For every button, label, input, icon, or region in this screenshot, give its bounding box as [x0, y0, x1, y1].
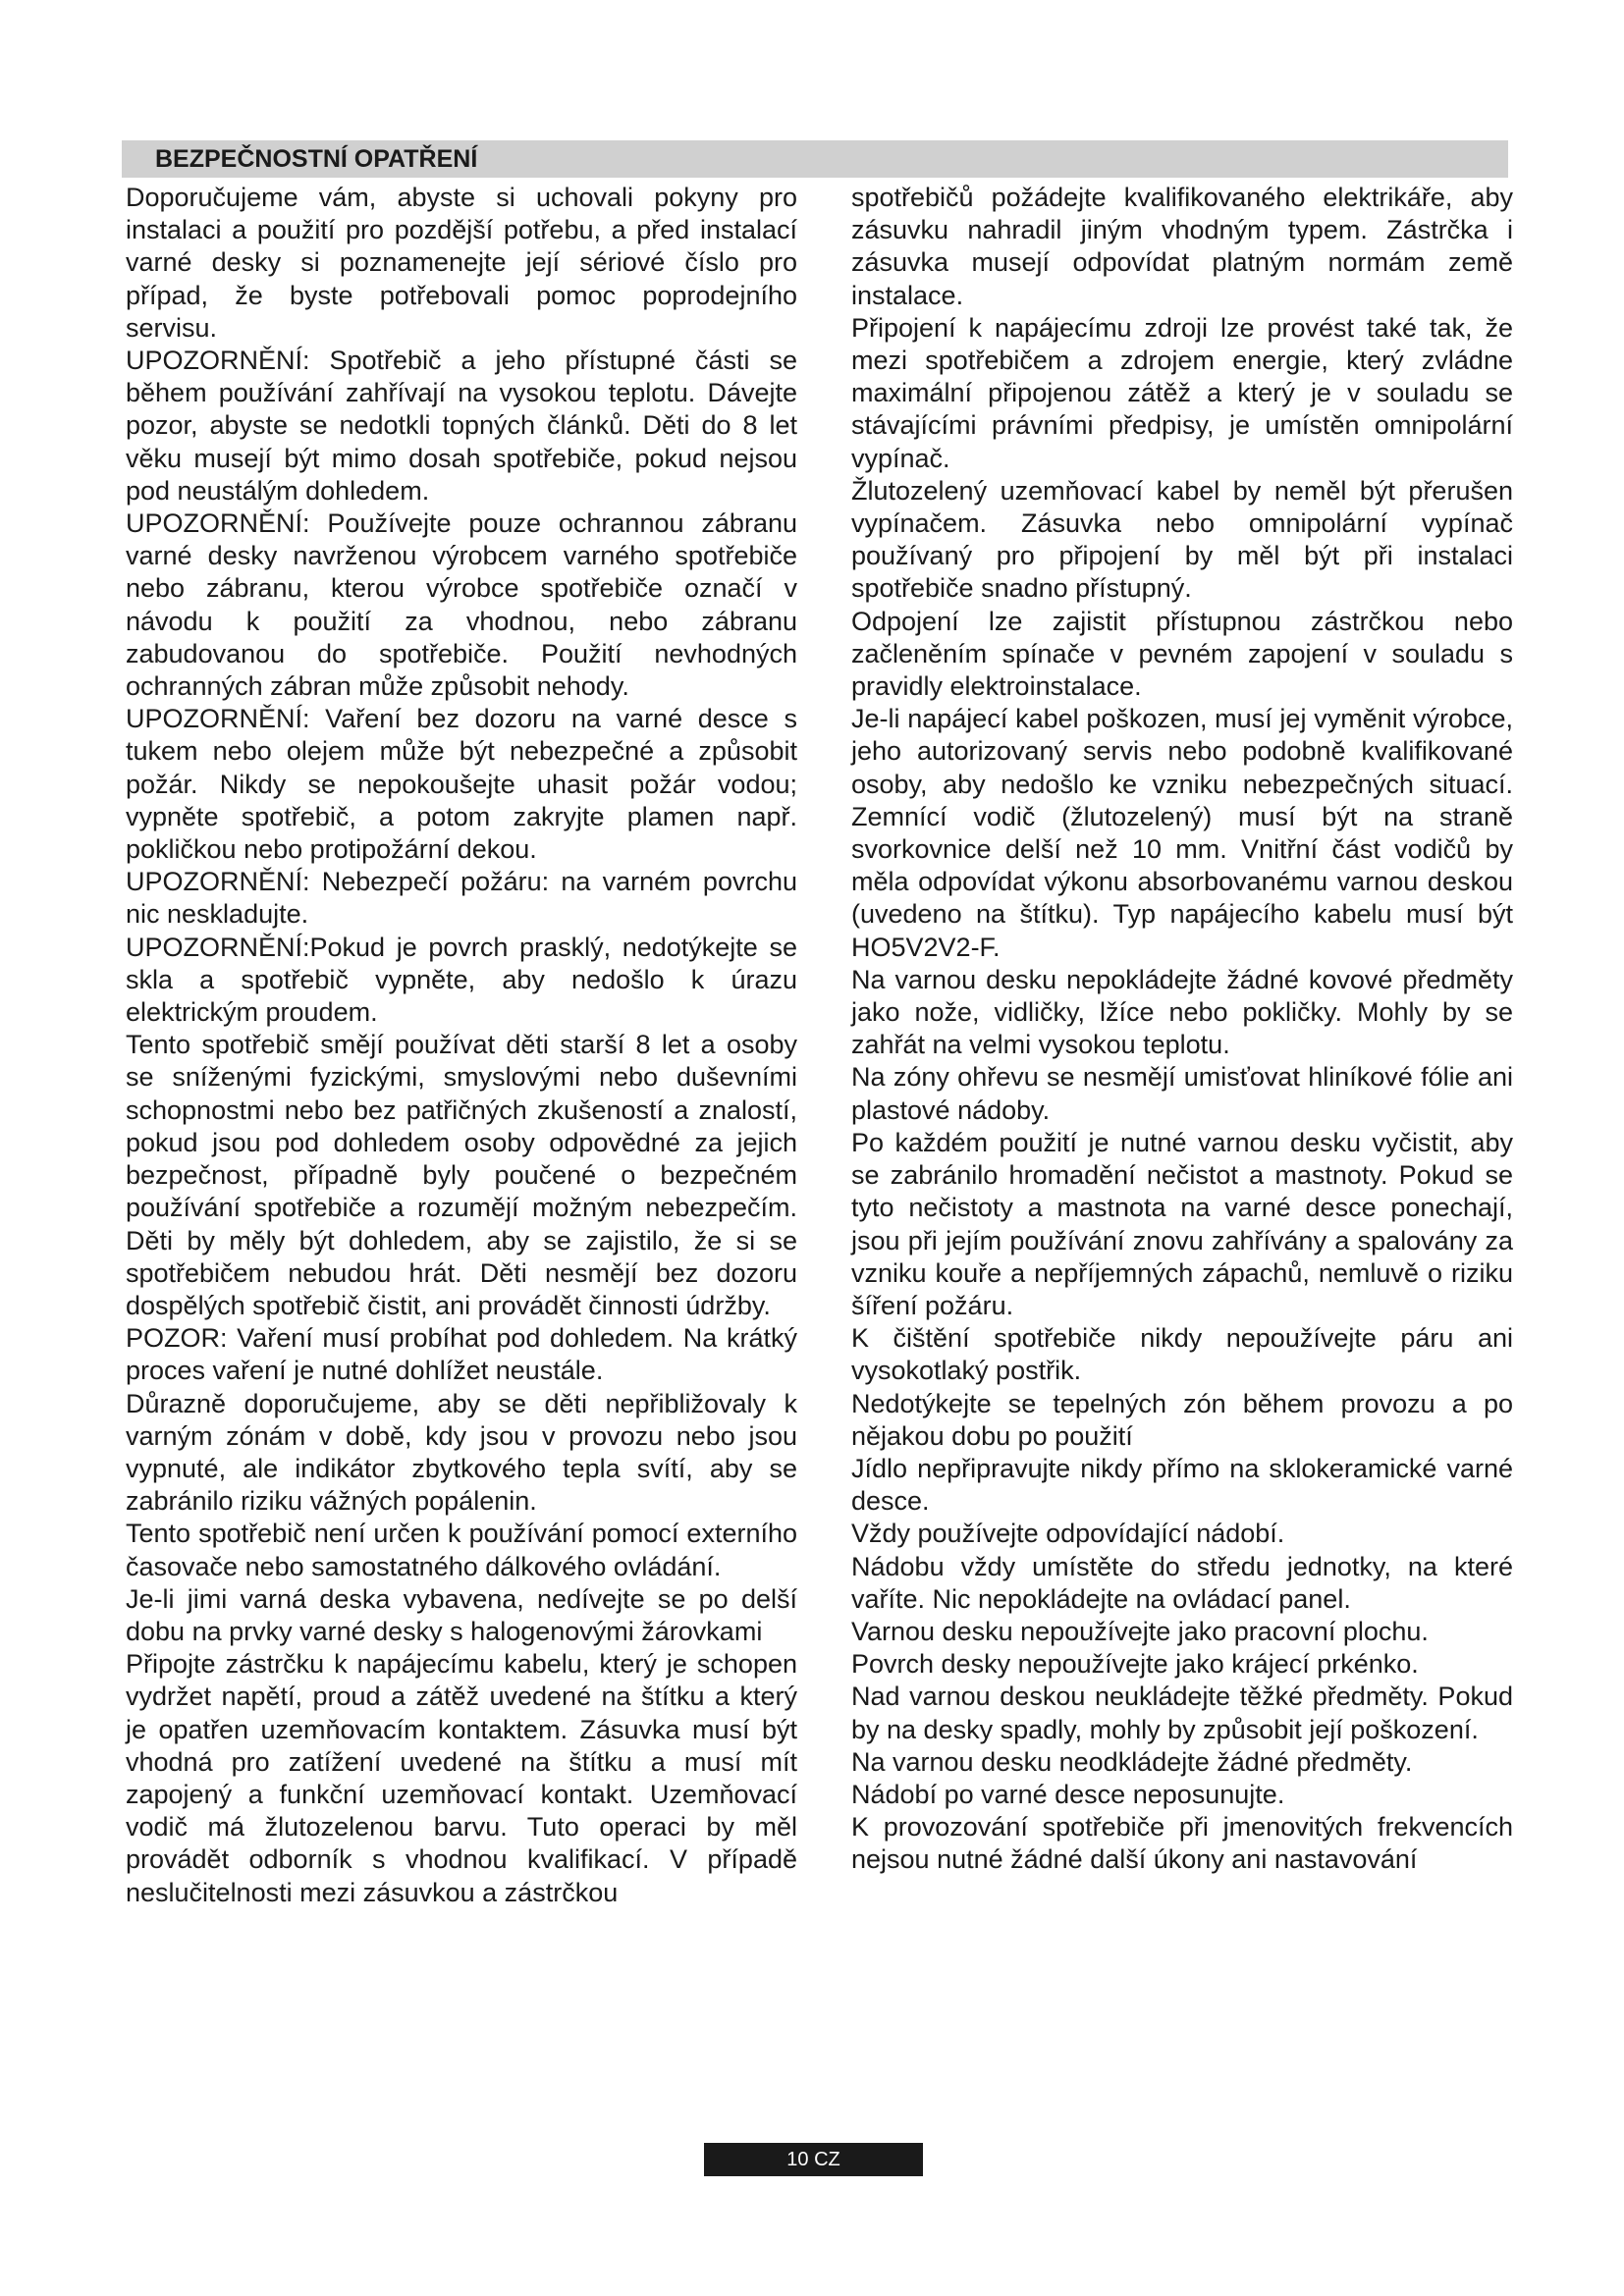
paragraph: Tento spotřebič není určen k používání pomocí externího časovače nebo samostatného dálkového ovládání.	[126, 1519, 797, 1581]
paragraph: UPOZORNĚNÍ:Pokud je povrch prasklý, nedotýkejte se skla a spotřebič vypněte, aby nedošlo k úrazu elektrickým proudem.	[126, 932, 797, 1028]
paragraph: UPOZORNĚNÍ: Spotřebič a jeho přístupné části se během používání zahřívají na vysokou teplotu. Dávejte pozor, abyste se nedotkli topných článků. Děti do 8 let věku musejí být mimo dosah spotřebiče, pokud nejsou pod neustálým dohledem.	[126, 346, 797, 506]
section-title: BEZPEČNOSTNÍ OPATŘENÍ	[155, 145, 478, 173]
paragraph: Na varnou desku neodkládejte žádné předměty.	[851, 1746, 1413, 1777]
paragraph: UPOZORNĚNÍ: Používejte pouze ochrannou zábranu varné desky navrženou výrobcem varného spotřebiče nebo zábranu, kterou výrobce spotřebiče označí v návodu k použití za vhodnou, nebo zábranu zabudovanou do spotřebiče. Použití nevhodných ochranných zábran může způsobit nehody.	[126, 508, 797, 702]
page-number: 10 CZ	[786, 2149, 840, 2170]
paragraph: Na varnou desku nepokládejte žádné kovové předměty jako nože, vidličky, lžíce nebo pokličky. Mohly by se zahřát na velmi vysokou teplotu.	[851, 964, 1513, 1060]
paragraph: Povrch desky nepoužívejte jako krájecí prkénko.	[851, 1649, 1419, 1680]
paragraph: spotřebičů požádejte kvalifikovaného elektrikáře, aby zásuvku nahradil jiným vhodným typem. Zástrčka i zásuvka musejí odpovídat platným normám země instalace.	[851, 183, 1513, 310]
right-text-column	[851, 182, 1513, 1877]
paragraph: Je-li jimi varná deska vybavena, nedívejte se po delší dobu na prvky varné desky s halogenovými žárovkami	[126, 1583, 797, 1646]
paragraph: Připojte zástrčku k napájecímu kabelu, který je schopen vydržet napětí, proud a zátěž uvedené na štítku a který je opatřen uzemňovacím kontaktem. Zásuvka musí být vhodná pro zatížení uvedené na štítku a musí mít zapojený a funkční uzemňovací kontakt. Uzemňovací vodič má žlutozelenou barvu. Tuto operaci by měl provádět odborník s vhodnou kvalifikací. V případě neslučitelnosti mezi zásuvkou a zástrčkou	[126, 1649, 797, 1907]
page-number-bar	[704, 2143, 923, 2176]
paragraph: Připojení k napájecímu zdroji lze provést také tak, že mezi spotřebičem a zdrojem energie, který zvládne maximální připojenou zátěž a který je v souladu se stávajícími právními předpisy, je umístěn omnipolární vypínač.	[851, 312, 1513, 473]
paragraph: Důrazně doporučujeme, aby se děti nepřibližovaly k varným zónám v době, kdy jsou v provozu nebo jsou vypnuté, ale indikátor zbytkového tepla svítí, aby se zabránilo riziku vážných popálenin.	[126, 1388, 797, 1517]
paragraph: Žlutozelený uzemňovací kabel by neměl být přerušen vypínačem. Zásuvka nebo omnipolární vypínač používaný pro připojení by měl být při instalaci spotřebiče snadno přístupný.	[851, 475, 1513, 604]
paragraph: K provozování spotřebiče při jmenovitých frekvencích nejsou nutné žádné další úkony ani nastavování	[851, 1812, 1513, 1875]
section-header-bar	[122, 140, 1508, 178]
paragraph: Po každém použití je nutné varnou desku vyčistit, aby se zabránilo hromadění nečistot a mastnoty. Pokud se tyto nečistoty a mastnota na varné desce ponechají, jsou při jejím používání znovu zahřívány a spalovány za vzniku kouře a nepříjemných zápachů, nemluvě o riziku šíření požáru.	[851, 1127, 1513, 1320]
paragraph: Varnou desku nepoužívejte jako pracovní plochu.	[851, 1616, 1429, 1646]
paragraph: Doporučujeme vám, abyste si uchovali pokyny pro instalaci a použití pro pozdější potřebu, a před instalací varné desky si poznamenejte její sériové číslo pro případ, že byste potřebovali pomoc poprodejního servisu.	[126, 183, 797, 343]
left-text-column	[126, 182, 797, 1909]
paragraph: Nedotýkejte se tepelných zón během provozu a po nějakou dobu po použití	[851, 1388, 1513, 1451]
paragraph: Odpojení lze zajistit přístupnou zástrčkou nebo začleněním spínače v pevném zapojení v souladu s pravidly elektroinstalace.	[851, 606, 1513, 702]
paragraph: UPOZORNĚNÍ: Nebezpečí požáru: na varném povrchu nic neskladujte.	[126, 867, 797, 930]
paragraph: UPOZORNĚNÍ: Vaření bez dozoru na varné desce s tukem nebo olejem může být nebezpečné a způsobit požár. Nikdy se nepokoušejte uhasit požár vodou; vypněte spotřebič, a potom zakryjte plamen např. pokličkou nebo protipožární dekou.	[126, 704, 797, 865]
paragraph: Na zóny ohřevu se nesmějí umisťovat hliníkové fólie ani plastové nádoby.	[851, 1062, 1513, 1125]
paragraph: Je-li napájecí kabel poškozen, musí jej vyměnit výrobce, jeho autorizovaný servis nebo podobně kvalifikované osoby, aby nedošlo ke vzniku nebezpečných situací. Zemnící vodič (žlutozelený) musí být na straně svorkovnice delší než 10 mm. Vnitřní část vodičů by měla odpovídat výkonu absorbovanému varnou deskou (uvedeno na štítku). Typ napájecího kabelu musí být HO5V2V2-F.	[851, 704, 1513, 962]
paragraph: Nad varnou deskou neukládejte těžké předměty. Pokud by na desky spadly, mohly by způsobit její poškození.	[851, 1682, 1513, 1744]
paragraph: Nádobu vždy umístěte do středu jednotky, na které vaříte. Nic nepokládejte na ovládací panel.	[851, 1551, 1513, 1614]
paragraph: POZOR: Vaření musí probíhat pod dohledem. Na krátký proces vaření je nutné dohlížet neustále.	[126, 1323, 797, 1386]
paragraph: Vždy používejte odpovídající nádobí.	[851, 1519, 1285, 1549]
paragraph: Nádobí po varné desce neposunujte.	[851, 1779, 1285, 1809]
paragraph: Tento spotřebič smějí používat děti starší 8 let a osoby se sníženými fyzickými, smyslovými nebo duševními schopnostmi nebo bez patřičných zkušeností a znalostí, pokud jsou pod dohledem osoby odpovědné za jejich bezpečnost, případně byly poučené o bezpečném používání spotřebiče a rozumějí možným nebezpečím. Děti by měly být dohledem, aby se zajistilo, že si se spotřebičem nebudou hrát. Děti nesmějí bez dozoru dospělých spotřebič čistit, ani provádět činnosti údržby.	[126, 1030, 797, 1320]
paragraph: Jídlo nepřipravujte nikdy přímo na sklokeramické varné desce.	[851, 1453, 1513, 1517]
paragraph: K čištění spotřebiče nikdy nepoužívejte páru ani vysokotlaký postřik.	[851, 1323, 1513, 1386]
